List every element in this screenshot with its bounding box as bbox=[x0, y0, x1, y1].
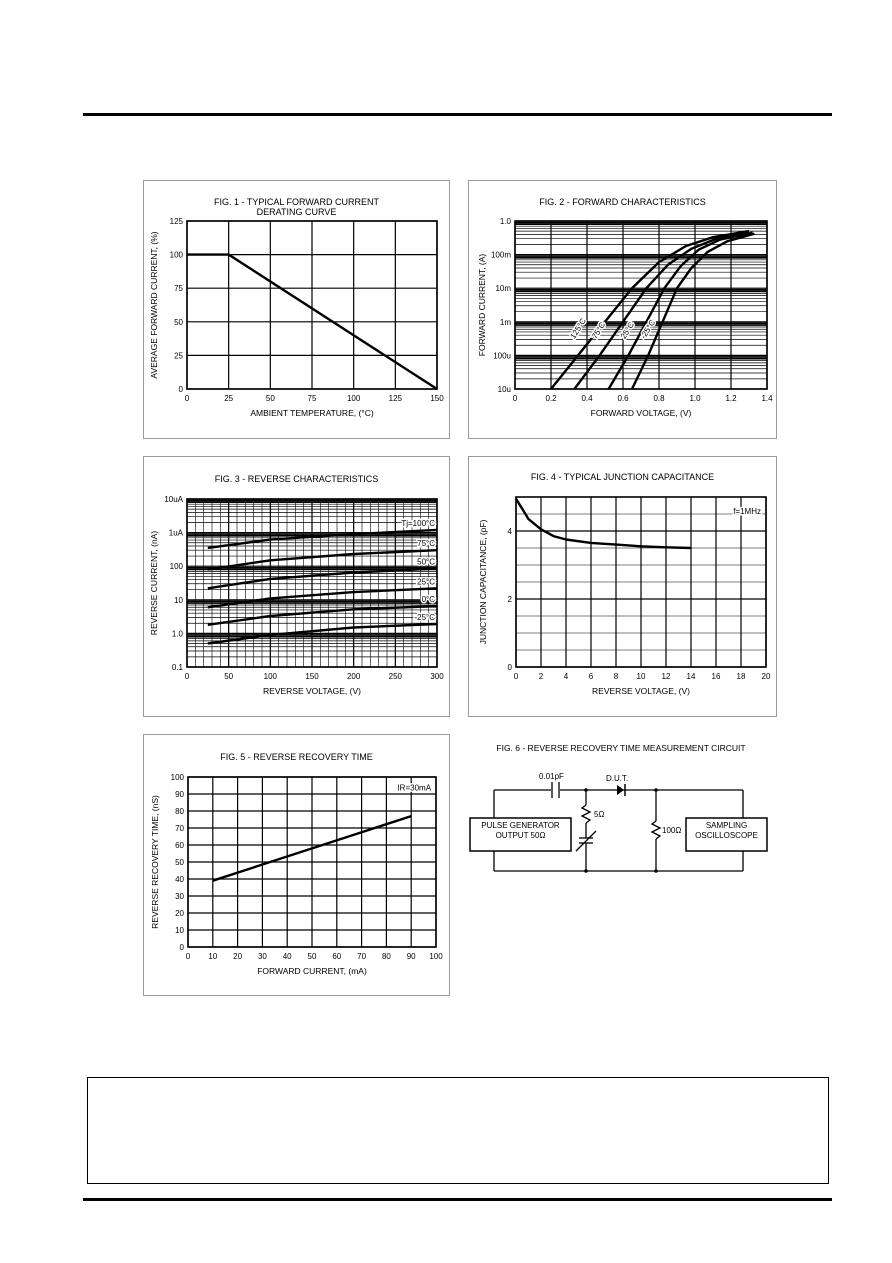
x-tick-label: 200 bbox=[346, 672, 361, 681]
series-label: 75°C bbox=[590, 320, 608, 341]
y-tick-label: 2 bbox=[507, 595, 512, 604]
x-tick-label: 10 bbox=[636, 672, 646, 681]
x-tick-label: 50 bbox=[307, 952, 317, 961]
x-tick-label: 4 bbox=[563, 672, 569, 681]
x-tick-label: 0 bbox=[513, 672, 519, 681]
y-tick-label: 75 bbox=[174, 284, 183, 294]
x-tick-label: 6 bbox=[588, 672, 594, 681]
y-tick-label: 10uA bbox=[164, 495, 183, 504]
fig2-title: FIG. 2 - FORWARD CHARACTERISTICS bbox=[539, 197, 706, 207]
y-tick-label: 60 bbox=[175, 841, 184, 850]
x-tick-label: 70 bbox=[357, 952, 367, 961]
x-tick-label: 12 bbox=[661, 672, 671, 681]
x-tick-label: 18 bbox=[736, 672, 746, 681]
x-tick-label: 20 bbox=[761, 672, 771, 681]
series-label: 125°C bbox=[568, 316, 588, 341]
series-label: 75°C bbox=[417, 539, 435, 549]
y-tick-label: 125 bbox=[169, 217, 183, 226]
x-tick-label: 0 bbox=[512, 394, 518, 403]
fig6-circuit bbox=[466, 743, 776, 888]
x-tick-label: 80 bbox=[381, 952, 391, 961]
x-tick-label: 0 bbox=[184, 672, 190, 681]
plot-frame bbox=[515, 221, 767, 389]
y-tick-label: 1m bbox=[499, 317, 511, 327]
x-tick-label: 14 bbox=[686, 672, 696, 681]
x-tick-label: 0.8 bbox=[653, 394, 665, 403]
fig1-panel bbox=[143, 180, 450, 439]
bottom-rule bbox=[83, 1198, 832, 1201]
x-axis-label: FORWARD VOLTAGE, (V) bbox=[590, 408, 692, 418]
x-tick-label: 30 bbox=[257, 952, 267, 961]
x-tick-label: 1.0 bbox=[689, 394, 701, 403]
series-label: 25°C bbox=[417, 577, 435, 587]
y-tick-label: 100 bbox=[169, 562, 183, 572]
y-tick-label: 25 bbox=[174, 351, 183, 361]
x-axis-label: FORWARD CURRENT, (mA) bbox=[257, 966, 367, 976]
x-tick-label: 100 bbox=[346, 394, 361, 403]
x-tick-label: 250 bbox=[388, 672, 403, 681]
y-axis-label: REVERSE RECOVERY TIME, (nS) bbox=[150, 795, 160, 929]
x-tick-label: 75 bbox=[307, 394, 317, 403]
x-tick-label: 150 bbox=[305, 672, 319, 681]
fig5-note: IR=30mA bbox=[397, 783, 432, 793]
fig1-title: FIG. 1 - TYPICAL FORWARD CURRENT DERATING CURVE bbox=[213, 197, 379, 217]
series-label: Tj=100°C bbox=[401, 518, 435, 528]
y-tick-label: 0 bbox=[507, 663, 512, 672]
x-tick-label: 50 bbox=[224, 672, 234, 681]
x-axis-label: REVERSE VOLTAGE, (V) bbox=[592, 686, 690, 696]
y-axis-label: FORWARD CURRENT, (A) bbox=[477, 253, 487, 357]
x-axis-label: AMBIENT TEMPERATURE, (°C) bbox=[250, 408, 374, 418]
fig2-chart bbox=[469, 181, 776, 438]
x-tick-label: 300 bbox=[430, 672, 444, 681]
fig1-chart bbox=[144, 181, 449, 438]
y-tick-label: 10 bbox=[175, 926, 184, 935]
y-tick-label: 10u bbox=[497, 385, 511, 394]
y-tick-label: 70 bbox=[175, 824, 184, 833]
y-tick-label: 10 bbox=[174, 595, 183, 605]
fig6-title: FIG. 6 - REVERSE RECOVERY TIME MEASUREMENT CIRCUIT bbox=[496, 743, 746, 753]
pulse-generator-box: PULSE GENERATOR OUTPUT 50Ω bbox=[481, 821, 560, 840]
fig4-note: f=1MHz bbox=[733, 507, 761, 516]
x-tick-label: 8 bbox=[613, 672, 619, 681]
y-tick-label: 100 bbox=[169, 250, 183, 260]
y-tick-label: 100u bbox=[493, 351, 511, 361]
x-tick-label: 2 bbox=[538, 672, 544, 681]
series-line bbox=[208, 606, 437, 625]
x-tick-label: 0.6 bbox=[617, 394, 629, 403]
fig3-chart bbox=[144, 457, 449, 716]
y-tick-label: 0 bbox=[179, 943, 184, 952]
series-label: 0°C bbox=[421, 595, 435, 605]
top-rule bbox=[83, 113, 832, 116]
fig3-panel bbox=[143, 456, 450, 717]
oscilloscope-box: SAMPLING OSCILLOSCOPE bbox=[695, 821, 758, 840]
x-tick-label: 50 bbox=[265, 394, 275, 403]
y-tick-label: 1uA bbox=[168, 528, 183, 538]
y-tick-label: 100m bbox=[490, 250, 511, 260]
fig5-chart bbox=[144, 735, 449, 995]
y-tick-label: 4 bbox=[507, 527, 512, 536]
y-tick-label: 100 bbox=[170, 773, 184, 782]
series-label: -25°C bbox=[638, 318, 658, 341]
x-tick-label: 125 bbox=[388, 394, 403, 403]
x-tick-label: 0.4 bbox=[581, 394, 593, 403]
y-tick-label: 80 bbox=[175, 807, 184, 816]
fig4-title: FIG. 4 - TYPICAL JUNCTION CAPACITANCE bbox=[530, 472, 715, 482]
fig6-schematic bbox=[466, 743, 776, 888]
x-tick-label: 0 bbox=[185, 952, 191, 961]
series-label: 25°C bbox=[618, 320, 636, 341]
fig3-title: FIG. 3 - REVERSE CHARACTERISTICS bbox=[214, 474, 379, 484]
series-line bbox=[208, 588, 437, 607]
notes-box bbox=[87, 1077, 829, 1184]
x-tick-label: 10 bbox=[208, 952, 218, 961]
y-tick-label: 0 bbox=[178, 385, 183, 394]
x-tick-label: 1.4 bbox=[761, 394, 773, 403]
y-tick-label: 90 bbox=[175, 790, 184, 799]
x-axis-label: REVERSE VOLTAGE, (V) bbox=[263, 686, 361, 696]
x-tick-label: 90 bbox=[406, 952, 416, 961]
y-tick-label: 20 bbox=[175, 909, 184, 918]
capacitor-label: 0.01pF bbox=[539, 772, 564, 781]
y-axis-label: JUNCTION CAPACITANCE, (pF) bbox=[478, 519, 488, 645]
fig5-panel bbox=[143, 734, 450, 996]
x-tick-label: 150 bbox=[430, 394, 444, 403]
x-tick-label: 16 bbox=[711, 672, 721, 681]
y-axis-label: REVERSE CURRENT, (nA) bbox=[149, 530, 159, 636]
fig2-panel bbox=[468, 180, 777, 439]
fig5-title: FIG. 5 - REVERSE RECOVERY TIME bbox=[220, 752, 373, 762]
y-tick-label: 1.0 bbox=[171, 629, 183, 639]
x-tick-label: 60 bbox=[332, 952, 342, 961]
x-tick-label: 0 bbox=[184, 394, 190, 403]
y-tick-label: 1.0 bbox=[499, 217, 511, 226]
x-tick-label: 40 bbox=[282, 952, 292, 961]
resistor-100-label: 100Ω bbox=[662, 826, 682, 835]
x-tick-label: 25 bbox=[224, 394, 234, 403]
y-tick-label: 50 bbox=[174, 317, 183, 327]
y-tick-label: 50 bbox=[175, 858, 184, 867]
y-axis-label: AVERAGE FORWARD CURRENT, (%) bbox=[149, 231, 159, 379]
x-tick-label: 20 bbox=[233, 952, 243, 961]
series-line bbox=[516, 499, 691, 548]
y-tick-label: 10m bbox=[495, 284, 511, 294]
y-tick-label: 0.1 bbox=[171, 663, 183, 672]
fig4-panel bbox=[468, 456, 777, 717]
series-label: -25°C bbox=[414, 613, 435, 623]
x-tick-label: 100 bbox=[263, 672, 278, 681]
x-tick-label: 0.2 bbox=[545, 394, 557, 403]
x-tick-label: 1.2 bbox=[725, 394, 737, 403]
y-tick-label: 30 bbox=[175, 892, 184, 901]
fig4-chart bbox=[469, 457, 776, 716]
dut-label: D.U.T. bbox=[606, 774, 629, 783]
series-label: 50°C bbox=[417, 557, 435, 567]
resistor-5-label: 5Ω bbox=[594, 810, 605, 819]
x-tick-label: 100 bbox=[429, 952, 443, 961]
y-tick-label: 40 bbox=[175, 875, 184, 884]
